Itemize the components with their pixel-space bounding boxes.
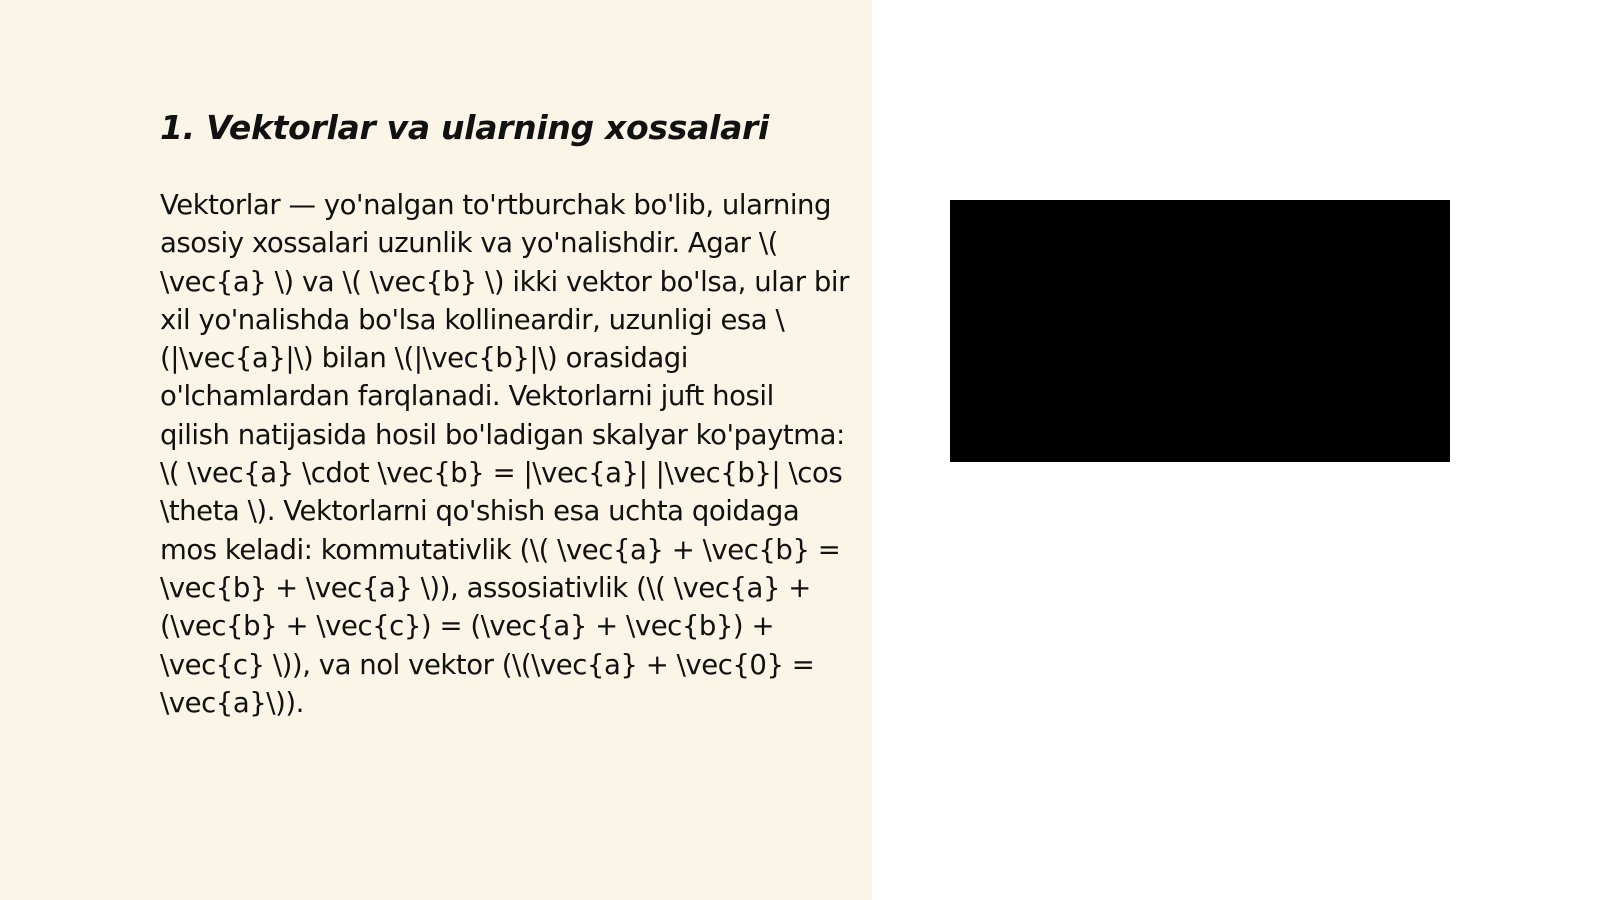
slide-image	[950, 200, 1450, 462]
slide-body-text: Vektorlar — yo'nalgan to'rtburchak bo'lib, ularning asosiy xossalari uzunlik va yo'nalishdir. Agar \( \vec{a} \) va \( \vec{b} \) ikki vektor bo'lsa, ular bir xil yo'nalishda bo'lsa kollineardir, uzunligi esa \(|\vec{a}|\) bilan \(|\vec{b}|\) orasidagi o'lchamlardan farqlanadi. Vektorlarni juft hosil qilish natijasida hosil bo'ladigan skalyar ko'paytma: \( \vec{a} \cdot \vec{b} = |\vec{a}| |\vec{b}| \cos \theta \). Vektorlarni qo'shish esa uchta qoidaga mos keladi: kommutativlik (\( \vec{a} + \vec{b} = \vec{b} + \vec{a} \)), assosiativlik (\( \vec{a} + (\vec{b} + \vec{c}) = (\vec{a} + \vec{b}) + \vec{c} \)), va nol vektor (\(\vec{a} + \vec{0} = \vec{a}\)).	[160, 189, 849, 719]
slide-title: 1. Vektorlar va ularning xossalari	[160, 108, 770, 147]
